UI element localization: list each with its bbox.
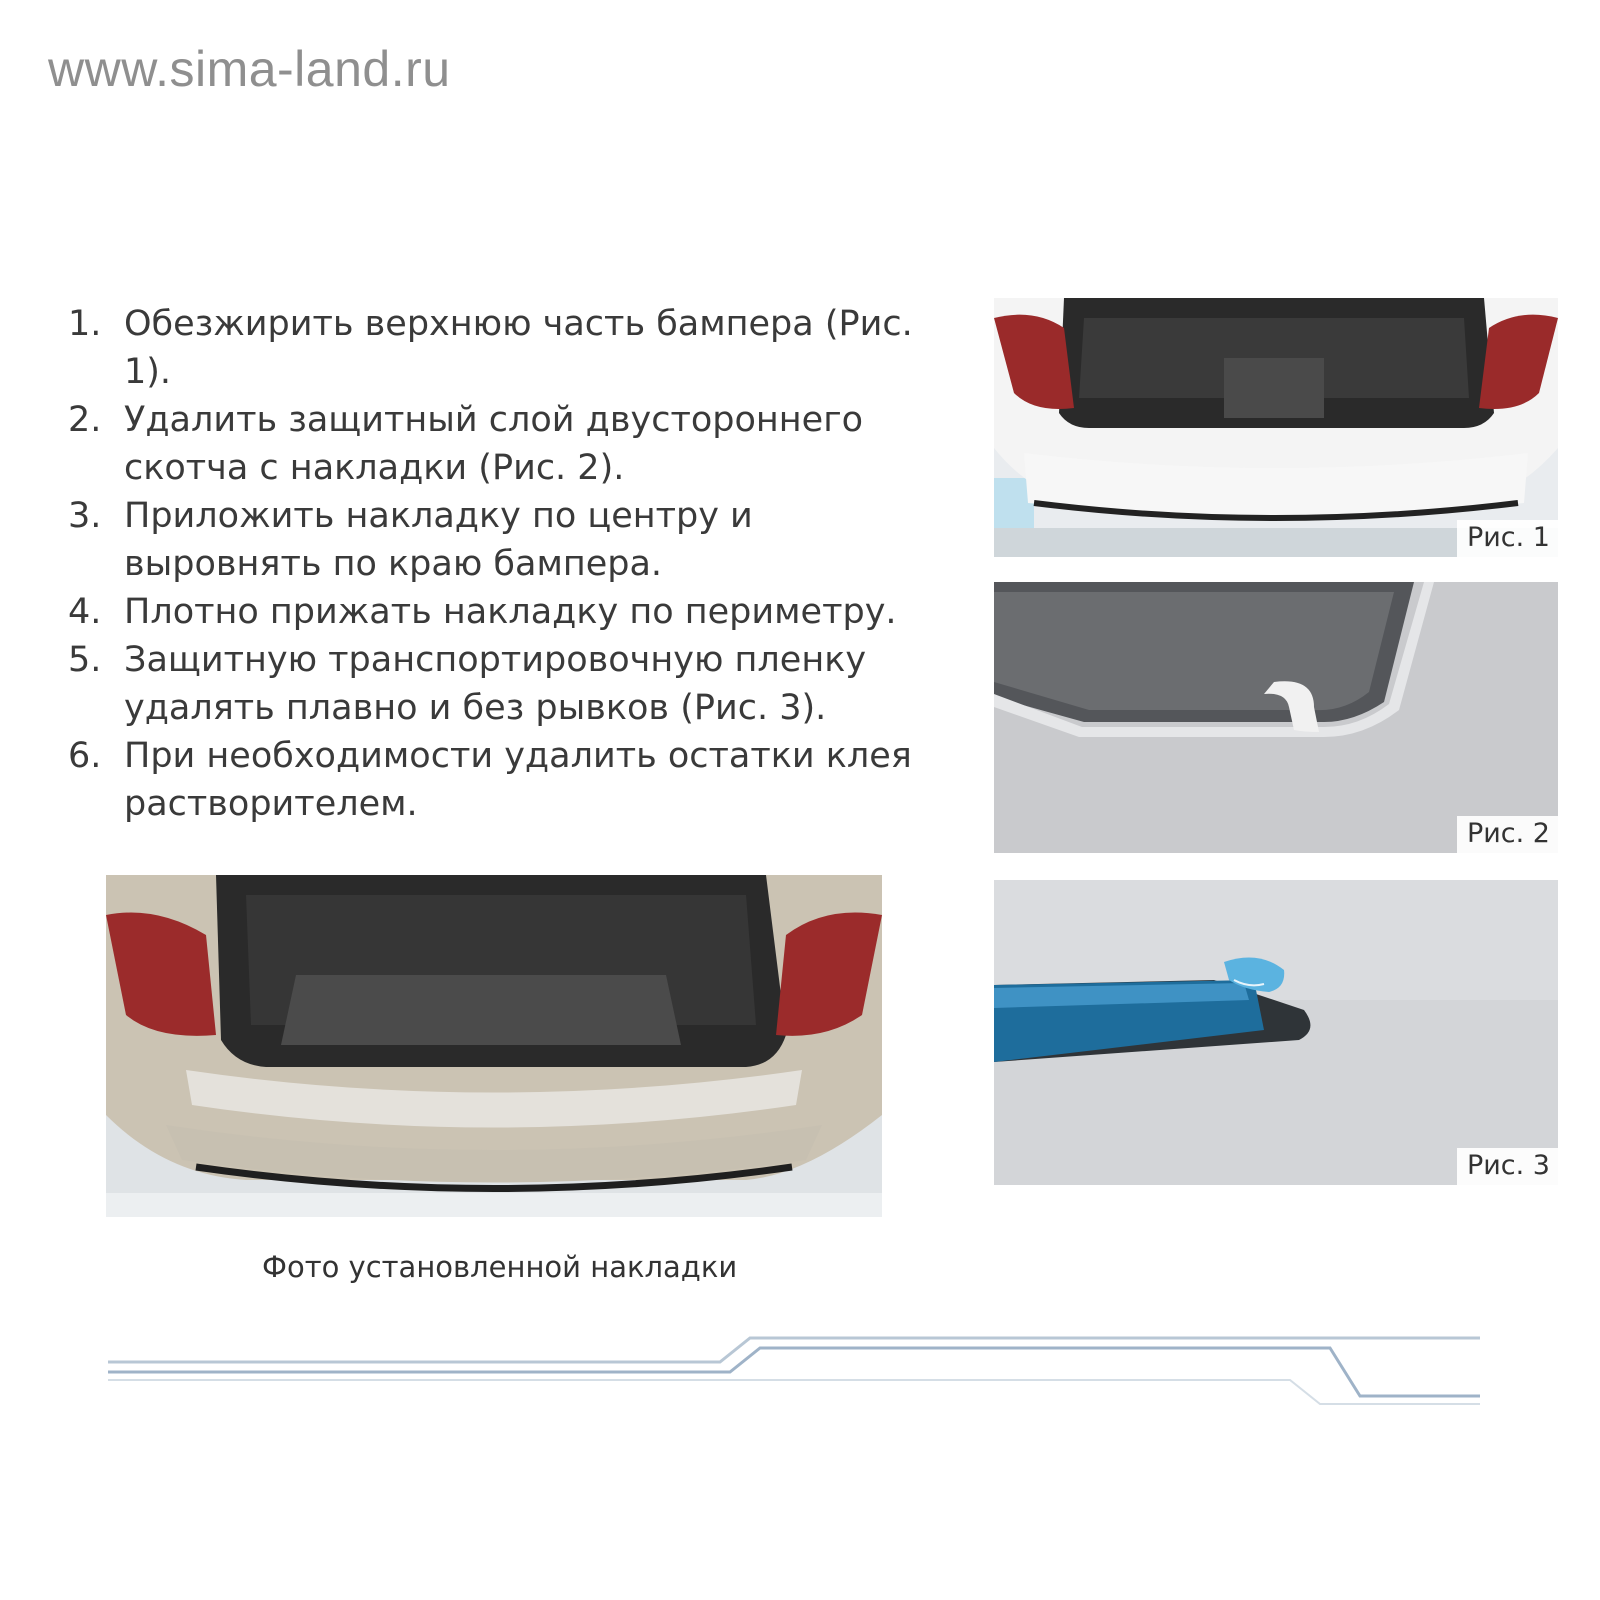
installed-trim-photo [106, 875, 882, 1217]
step-text: Защитную транспортировочную пленку удалять плавно и без рывков (Рис. 3). [124, 640, 867, 728]
instruction-step-4 [68, 588, 948, 636]
step-text: Удалить защитный слой двустороннего скотча с накладки (Рис. 2). [124, 400, 863, 488]
instruction-step-2 [68, 396, 948, 492]
instruction-step-6 [68, 732, 948, 828]
step-number: 6. [68, 736, 102, 776]
step-number: 2. [68, 400, 102, 440]
figure-3-photo [994, 880, 1558, 1185]
protective-film-removal-image [994, 880, 1558, 1185]
tape-liner-removal-image [994, 582, 1558, 853]
figure-1-photo [994, 298, 1558, 557]
step-text: При необходимости удалить остатки клея растворителем. [124, 736, 912, 824]
step-number: 1. [68, 304, 102, 344]
figure-2-photo [994, 582, 1558, 853]
step-number: 3. [68, 496, 102, 536]
figure-1-label: Рис. 1 [1457, 520, 1558, 557]
figure-2-label: Рис. 2 [1457, 816, 1558, 853]
instruction-step-3 [68, 492, 948, 588]
installed-photo-caption: Фото установленной накладки [262, 1250, 738, 1284]
step-text: Обезжирить верхнюю часть бампера (Рис. 1). [124, 304, 913, 392]
decorative-lines [0, 1300, 1600, 1410]
step-text: Плотно прижать накладку по периметру. [124, 592, 897, 632]
car-rear-beige-image [106, 875, 882, 1217]
step-number: 5. [68, 640, 102, 680]
site-url: www.sima-land.ru [48, 41, 451, 97]
figure-3-label: Рис. 3 [1457, 1148, 1558, 1185]
instruction-list [68, 300, 948, 828]
step-text: Приложить накладку по центру и выровнять по краю бампера. [124, 496, 753, 584]
step-number: 4. [68, 592, 102, 632]
instruction-step-5 [68, 636, 948, 732]
instruction-step-1 [68, 300, 948, 396]
car-rear-white-image [994, 298, 1558, 557]
